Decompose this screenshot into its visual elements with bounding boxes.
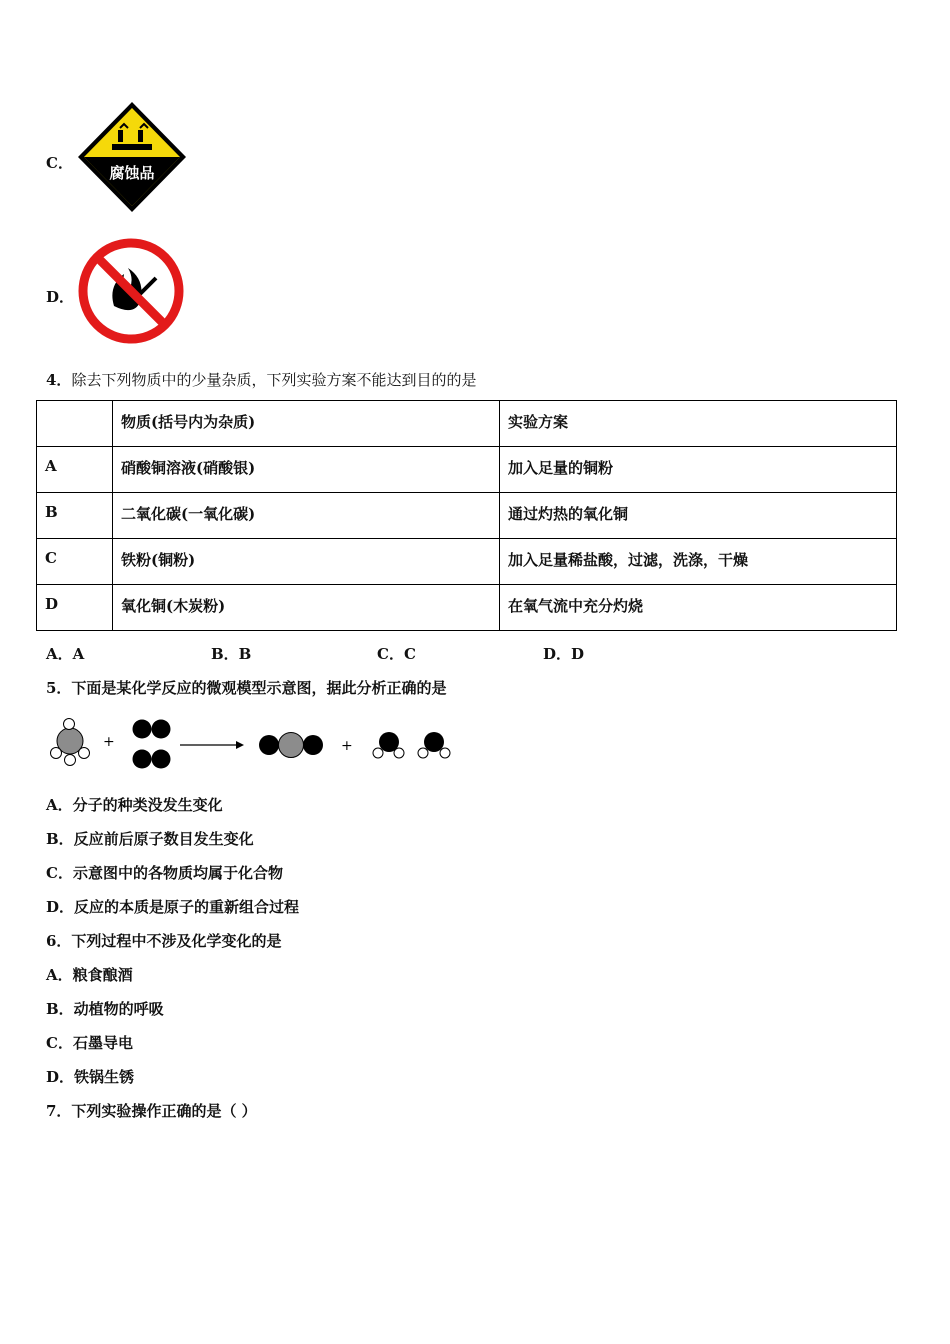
q4-stem-text: 除去下列物质中的少量杂质，下列实验方案不能达到目的的是	[71, 371, 477, 389]
reaction-arrow-icon	[180, 741, 244, 749]
q4-answer-b: B．B	[211, 645, 252, 663]
q5-option-b: B．反应前后原子数目发生变化	[46, 830, 254, 848]
table-cell: D	[37, 585, 113, 631]
table-cell: C	[37, 539, 113, 585]
q5-option-d: D．反应的本质是原子的重新组合过程	[46, 898, 300, 916]
table-header-cell: 物质(括号内为杂质)	[113, 401, 500, 447]
q6-stem: 6．下列过程中不涉及化学变化的是	[46, 932, 282, 950]
table-row	[37, 493, 897, 539]
option-d-label: D．	[46, 288, 75, 306]
q7-stem: 7．下列实验操作正确的是（ ）	[46, 1102, 257, 1120]
plus-sign-2: +	[341, 738, 353, 754]
corrosive-sign-text: 腐蚀品	[109, 164, 155, 182]
reaction-diagram	[44, 712, 464, 776]
q6-option-d: D．铁锅生锈	[46, 1068, 135, 1086]
table-cell: 二氧化碳(一氧化碳)	[113, 493, 500, 539]
table-cell: 加入足量稀盐酸，过滤，洗涤，干燥	[500, 539, 897, 585]
oxygen-molecules-icon	[133, 720, 171, 769]
q4-table	[36, 400, 897, 631]
table-cell: 加入足量的铜粉	[500, 447, 897, 493]
q4-answer-a: A．A	[46, 645, 85, 663]
table-cell: 通过灼热的氧化铜	[500, 493, 897, 539]
plus-sign-1: +	[103, 734, 115, 750]
table-row	[37, 539, 897, 585]
table-header-cell	[37, 401, 113, 447]
table-header-cell: 实验方案	[500, 401, 897, 447]
q5-option-a: A．分子的种类没发生变化	[46, 796, 223, 814]
methane-molecule-icon	[51, 719, 90, 766]
q5-option-c: C．示意图中的各物质均属于化合物	[46, 864, 283, 882]
table-row	[37, 585, 897, 631]
table-cell: A	[37, 447, 113, 493]
carbon-dioxide-molecule-icon	[259, 733, 323, 758]
table-cell: 氧化铜(木炭粉)	[113, 585, 500, 631]
table-cell: B	[37, 493, 113, 539]
q4-answer-d: D．D	[543, 645, 585, 663]
q4-number: 4．	[46, 371, 72, 389]
table-header-row	[37, 401, 897, 447]
q5-stem: 5．下面是某化学反应的微观模型示意图，据此分析正确的是	[46, 679, 447, 697]
q6-option-a: A．粮食酿酒	[46, 966, 133, 984]
table-cell: 在氧气流中充分灼烧	[500, 585, 897, 631]
corrosive-sign-icon	[76, 100, 188, 214]
table-cell: 硝酸铜溶液(硝酸银)	[113, 447, 500, 493]
q4-stem	[46, 369, 476, 390]
q6-option-c: C．石墨导电	[46, 1034, 133, 1052]
table-row	[37, 447, 897, 493]
no-fire-sign-icon	[76, 236, 186, 346]
option-c-label: C．	[46, 154, 73, 172]
q4-answer-c: C．C	[377, 645, 416, 663]
table-cell: 铁粉(铜粉)	[113, 539, 500, 585]
water-molecules-icon	[373, 732, 450, 758]
q6-option-b: B．动植物的呼吸	[46, 1000, 164, 1018]
